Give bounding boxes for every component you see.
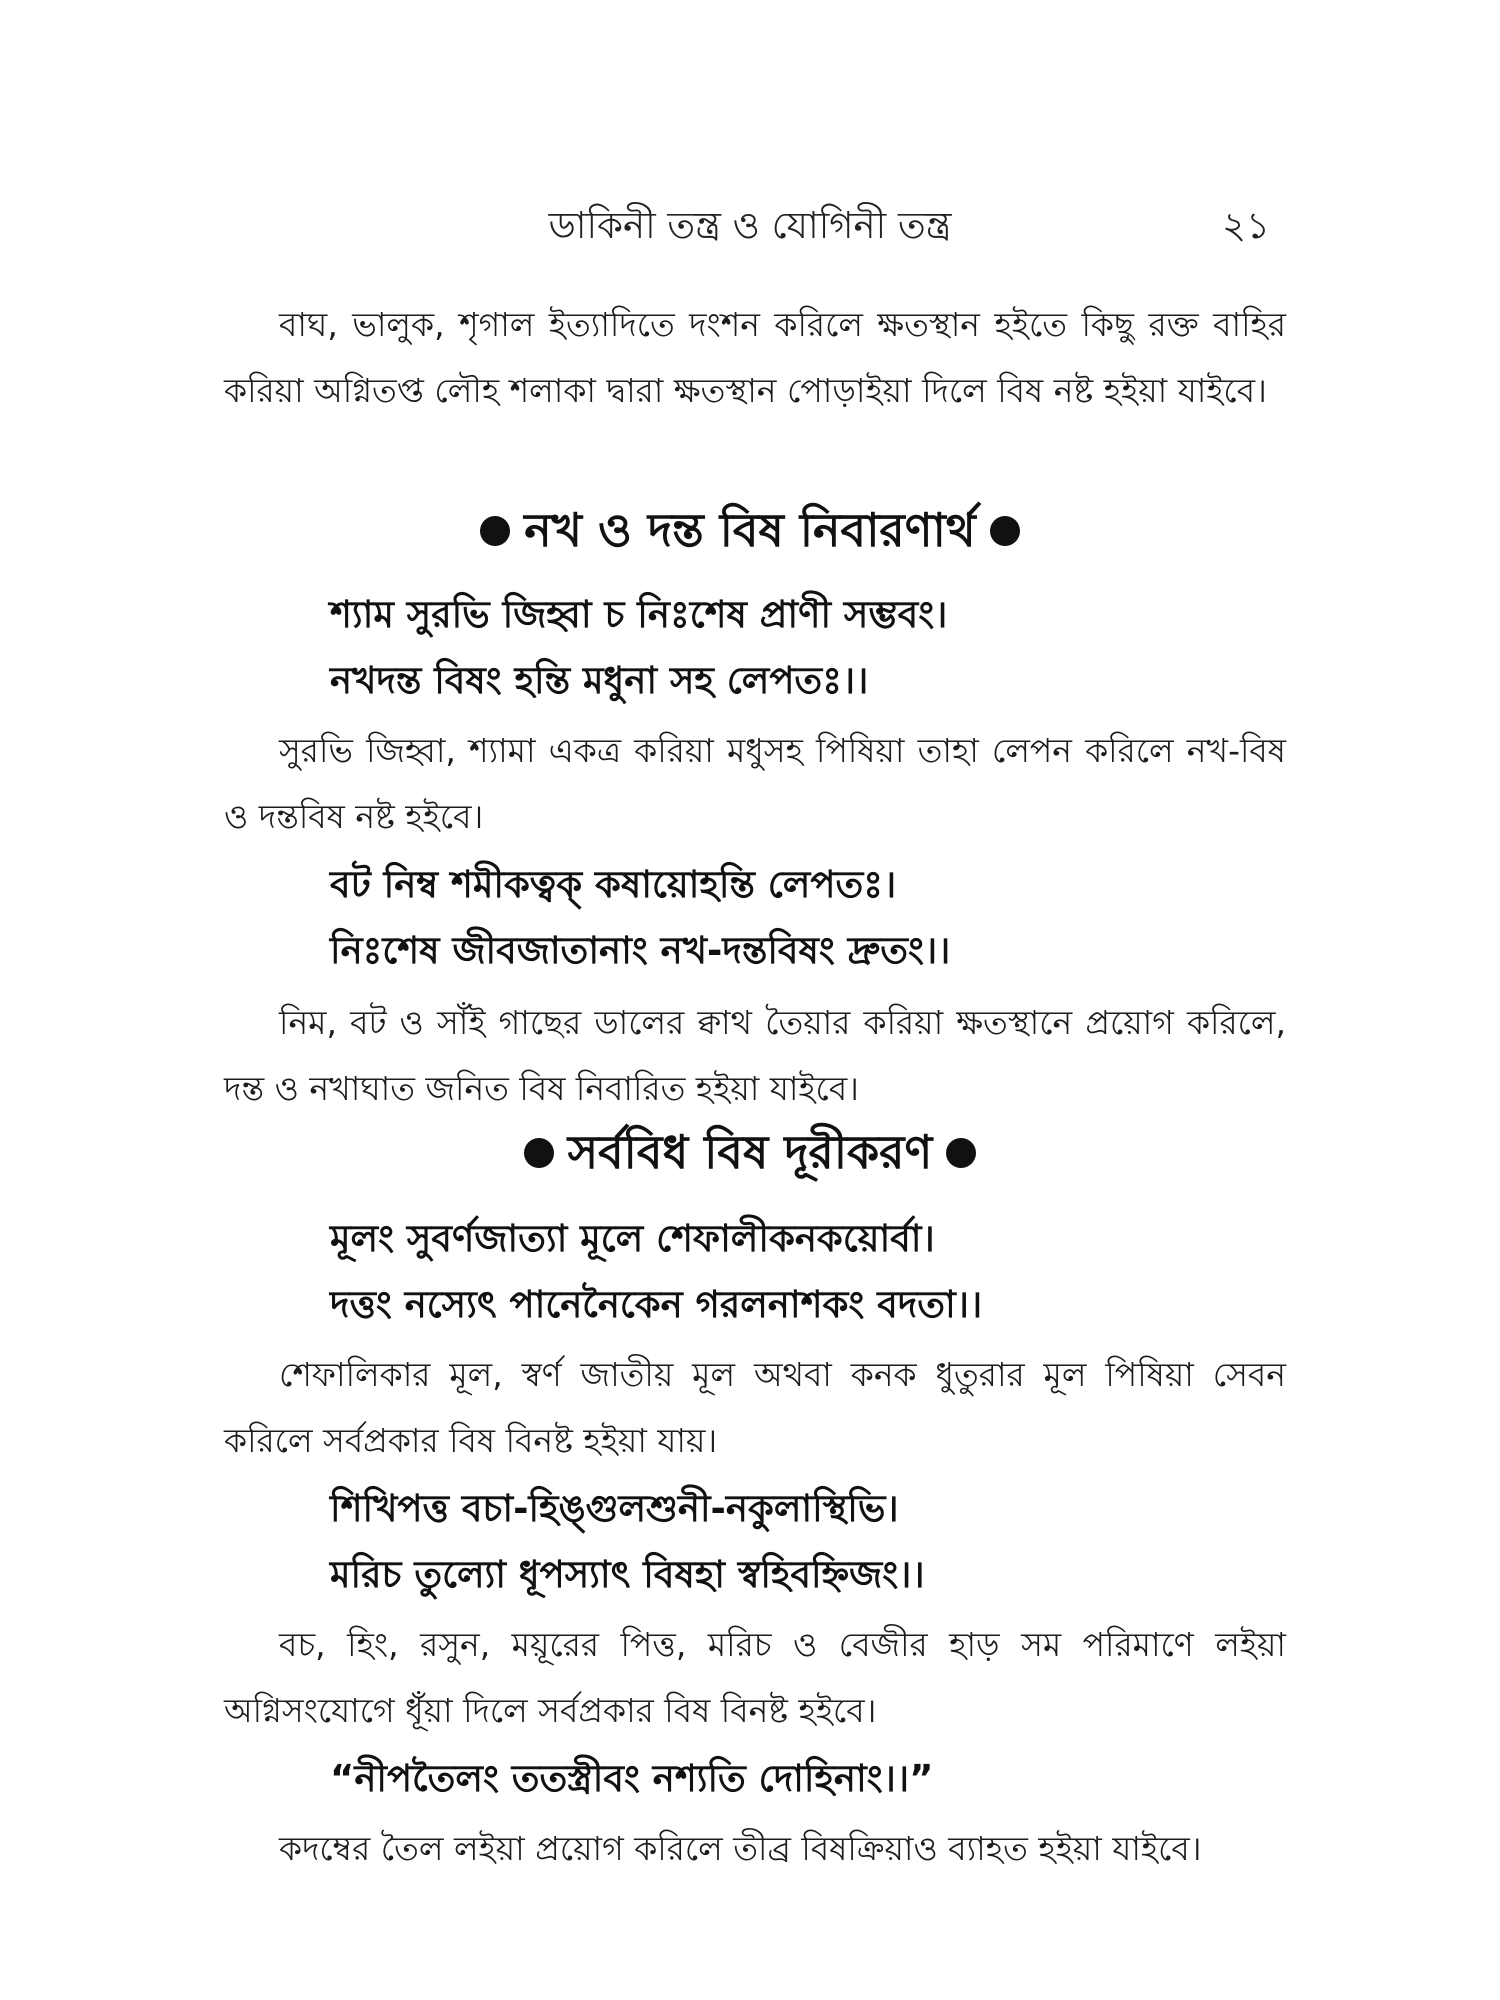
running-header-title: ডাকিনী তন্ত্র ও যোগিনী তন্ত্র	[548, 204, 952, 247]
paragraph-explanation: কদম্বের তৈল লইয়া প্রয়োগ করিলে তীব্র বিষক্রিয়াও ব্যাহত হইয়া যাইবে।	[279, 1829, 1202, 1868]
bullet-icon	[990, 516, 1020, 546]
verse-line: শ্যাম সুরভি জিহ্বা চ নিঃশেষ প্রাণী সম্ভবং।	[330, 593, 948, 636]
paragraph-explanation: সুরভি জিহ্বা, শ্যামা একত্র করিয়া মধুসহ পিষিয়া তাহা লেপন করিলে নখ-বিষ ও দন্তবিষ নষ্ট হইবে।	[224, 731, 1286, 836]
section-heading-text: সর্ববিধ বিষ দূরীকরণ	[567, 1125, 933, 1179]
verse-line: মূলং সুবর্ণজাত্যা মূলে শেফালীকনকয়োর্বা।	[330, 1217, 935, 1260]
page-number: ২১	[1222, 204, 1271, 247]
paragraph-explanation: শেফালিকার মূল, স্বর্ণ জাতীয় মূল অথবা কনক ধুতুরার মূল পিষিয়া সেবন করিলে সর্বপ্রকার বিষ বিনষ্ট হইয়া যায়।	[224, 1355, 1286, 1460]
paragraph-explanation: নিম, বট ও সাঁই গাছের ডালের ক্বাথ তৈয়ার করিয়া ক্ষতস্থানে প্রয়োগ করিলে, দন্ত ও নখাঘাত জনিত বিষ নিবারিত হইয়া যাইবে।	[224, 1003, 1286, 1108]
bullet-icon	[946, 1138, 976, 1168]
verse-line: “নীপতৈলং ততস্ত্রীবং নশ্যতি দোহিনাং।।”	[330, 1757, 934, 1800]
paragraph-intro: বাঘ, ভালুক, শৃগাল ইত্যাদিতে দংশন করিলে ক্ষতস্থান হইতে কিছু রক্ত বাহির করিয়া অগ্নিতপ্ত লৌহ শলাকা দ্বারা ক্ষতস্থান পোড়াইয়া দিলে বিষ নষ্ট হইয়া যাইবে।	[224, 305, 1286, 410]
section-heading-nail-tooth-poison	[0, 496, 1500, 572]
section-heading-all-poison-removal	[0, 1118, 1500, 1194]
paragraph-explanation: বচ, হিং, রসুন, ময়ূরের পিত্ত, মরিচ ও বেজীর হাড় সম পরিমাণে লইয়া অগ্নিসংযোগে ধূঁয়া দিলে সর্বপ্রকার বিষ বিনষ্ট হইবে।	[224, 1625, 1286, 1730]
section-heading-text: নখ ও দন্ত বিষ নিবারণার্থ	[524, 503, 976, 557]
bullet-icon	[480, 516, 510, 546]
verse-line: মরিচ তুল্যো ধূপস্যাৎ বিষহা স্বহিবহ্নিজং।।	[330, 1553, 925, 1596]
verse-line: নিঃশেষ জীবজাতানাং নখ-দন্তবিষং দ্রুতং।।	[330, 929, 951, 972]
verse-line: শিখিপত্ত বচা-হিঙ্গুলশুনী-নকুলাস্থিভি।	[330, 1487, 899, 1530]
verse-line: দত্তং নস্যেৎ পানেনৈকেন গরলনাশকং বদতা।।	[330, 1283, 983, 1326]
verse-line: বট নিম্ব শমীকত্বক্ কষায়োহন্তি লেপতঃ।	[330, 863, 897, 906]
bullet-icon	[524, 1138, 554, 1168]
verse-line: নখদন্ত বিষং হন্তি মধুনা সহ লেপতঃ।।	[330, 659, 869, 702]
